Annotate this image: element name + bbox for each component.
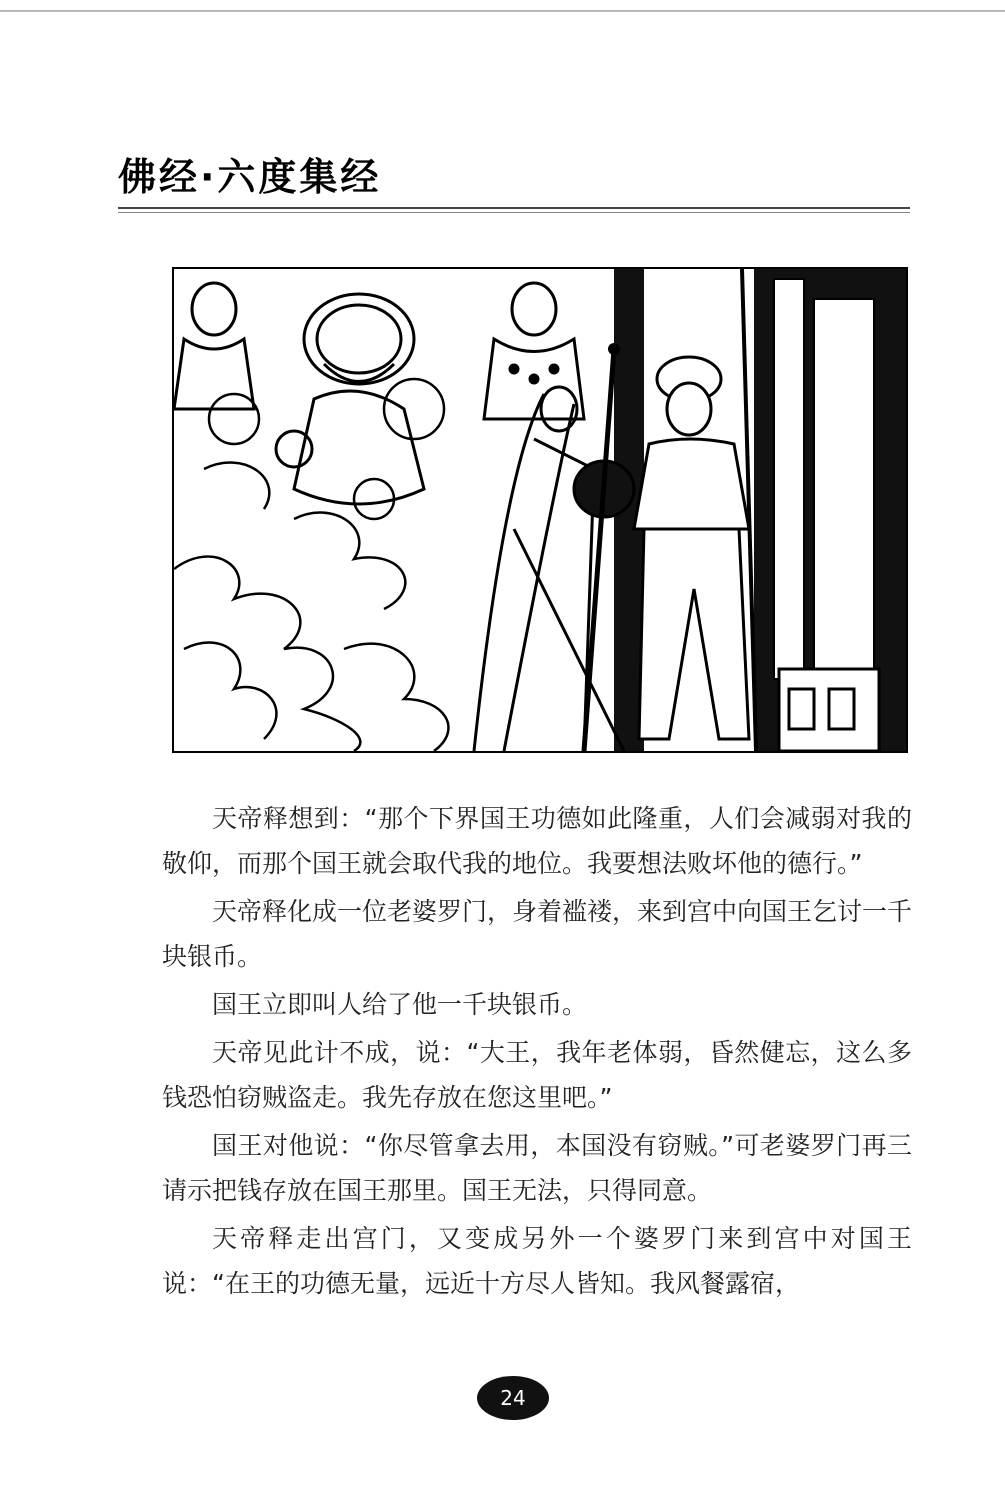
paragraph: 天帝释想到：“那个下界国王功德如此隆重，人们会减弱对我的敬仰，而那个国王就会取代我的地位。我要想法败坏他的德行。”: [162, 804, 912, 878]
header-rule: [118, 207, 910, 209]
header-title: 佛经·六度集经: [118, 155, 382, 199]
top-border-line: [0, 10, 1005, 12]
page-number: 24: [477, 1376, 549, 1420]
woodcut-illustration-icon: [174, 269, 906, 751]
header-rule-thin: [118, 212, 910, 213]
paragraph: 天帝释化成一位老婆罗门，身着褴褛，来到宫中向国王乞讨一千块银币。: [162, 897, 913, 971]
paragraph: 天帝释走出宫门，又变成另外一个婆罗门来到宫中对国王说：“在王的功德无量，远近十方尽人皆知。我风餐露宿，: [162, 1224, 912, 1298]
paragraph: 天帝见此计不成，说：“大王，我年老体弱，昏然健忘，这么多钱恐怕窃贼盗走。我先存放在您这里吧。”: [162, 1038, 912, 1112]
paragraph: 国王对他说：“你尽管拿去用，本国没有窃贼。”可老婆罗门再三请示把钱存放在国王那里。国王无法，只得同意。: [162, 1131, 912, 1205]
running-header: [118, 155, 382, 199]
body-text: [162, 796, 912, 1309]
illustration: [172, 267, 908, 753]
paragraph: 国王立即叫人给了他一千块银币。: [212, 990, 588, 1019]
